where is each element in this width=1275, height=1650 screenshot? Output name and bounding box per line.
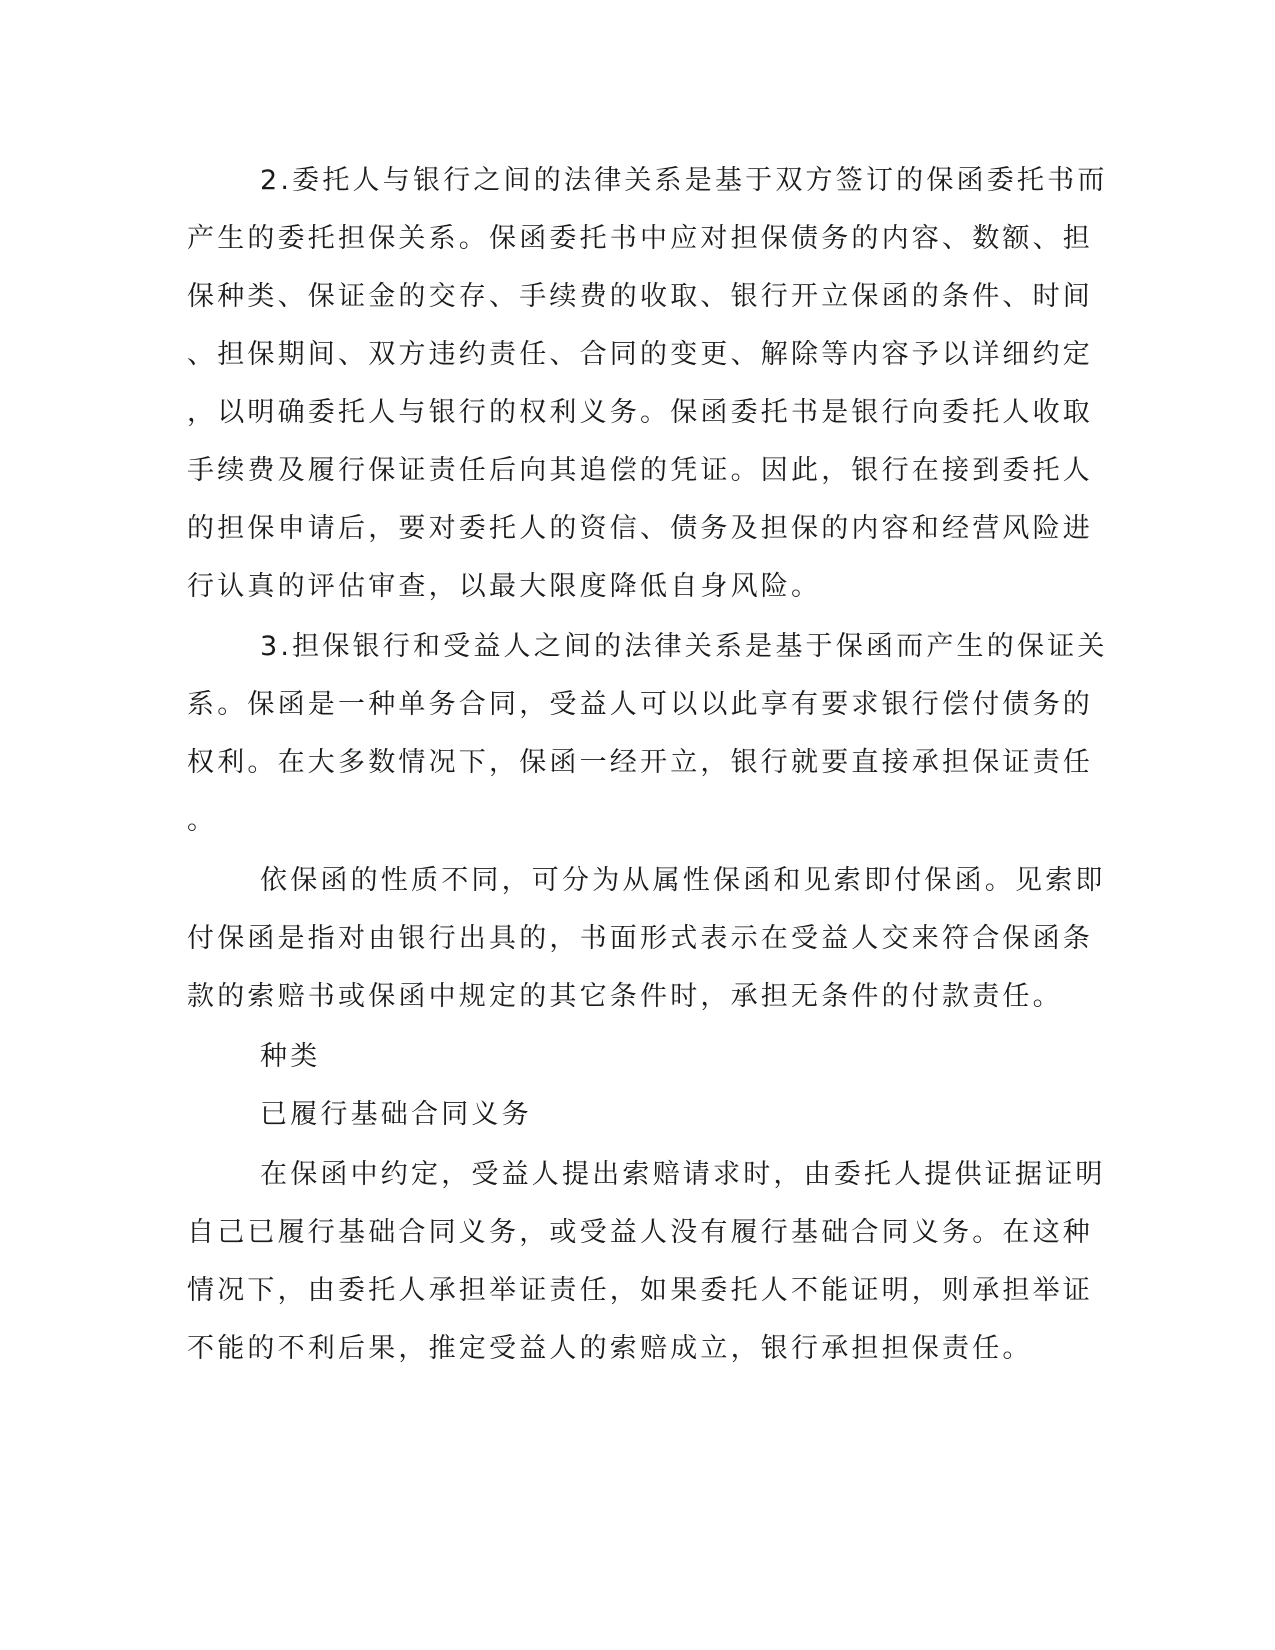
paragraph-2-line-8: 行认真的评估审查，以最大限度降低自身风险。 [187,571,822,602]
paragraph-3-line-1: 3.担保银行和受益人之间的法律关系是基于保函而产生的保证关 [260,631,1108,662]
paragraph-3-line-4: 。 [187,805,218,836]
paragraph-claim-line-2: 自己已履行基础合同义务，或受益人没有履行基础合同义务。在这种 [187,1217,1093,1248]
heading-types: 种类 [260,1041,321,1072]
paragraph-2-line-6: 手续费及履行保证责任后向其追偿的凭证。因此，银行在接到委托人 [187,455,1093,486]
paragraph-2-line-4: 、担保期间、双方违约责任、合同的变更、解除等内容予以详细约定 [187,339,1093,370]
paragraph-3-line-3: 权利。在大多数情况下，保函一经开立，银行就要直接承担保证责任 [187,747,1093,778]
paragraph-nature-line-2: 付保函是指对由银行出具的，书面形式表示在受益人交来符合保函条 [187,923,1093,954]
paragraph-2-line-1: 2.委托人与银行之间的法律关系是基于双方签订的保函委托书而 [260,165,1108,196]
paragraph-nature-line-3: 款的索赔书或保函中规定的其它条件时，承担无条件的付款责任。 [187,981,1063,1012]
paragraph-claim-line-3: 情况下，由委托人承担举证责任，如果委托人不能证明，则承担举证 [187,1275,1093,1306]
paragraph-2-line-2: 产生的委托担保关系。保函委托书中应对担保债务的内容、数额、担 [187,223,1093,254]
paragraph-claim-line-4: 不能的不利后果，推定受益人的索赔成立，银行承担担保责任。 [187,1333,1033,1364]
paragraph-2-line-7: 的担保申请后，要对委托人的资信、债务及担保的内容和经营风险进 [187,513,1093,544]
subheading-fulfilled-obligation: 已履行基础合同义务 [260,1099,532,1130]
paragraph-claim-line-1: 在保函中约定，受益人提出索赔请求时，由委托人提供证据证明 [260,1159,1106,1190]
paragraph-2-line-5: ，以明确委托人与银行的权利义务。保函委托书是银行向委托人收取 [187,397,1093,428]
paragraph-3-line-2: 系。保函是一种单务合同，受益人可以以此享有要求银行偿付债务的 [187,689,1093,720]
paragraph-nature-line-1: 依保函的性质不同，可分为从属性保函和见索即付保函。见索即 [260,865,1106,896]
paragraph-2-line-3: 保种类、保证金的交存、手续费的收取、银行开立保函的条件、时间 [187,281,1093,312]
